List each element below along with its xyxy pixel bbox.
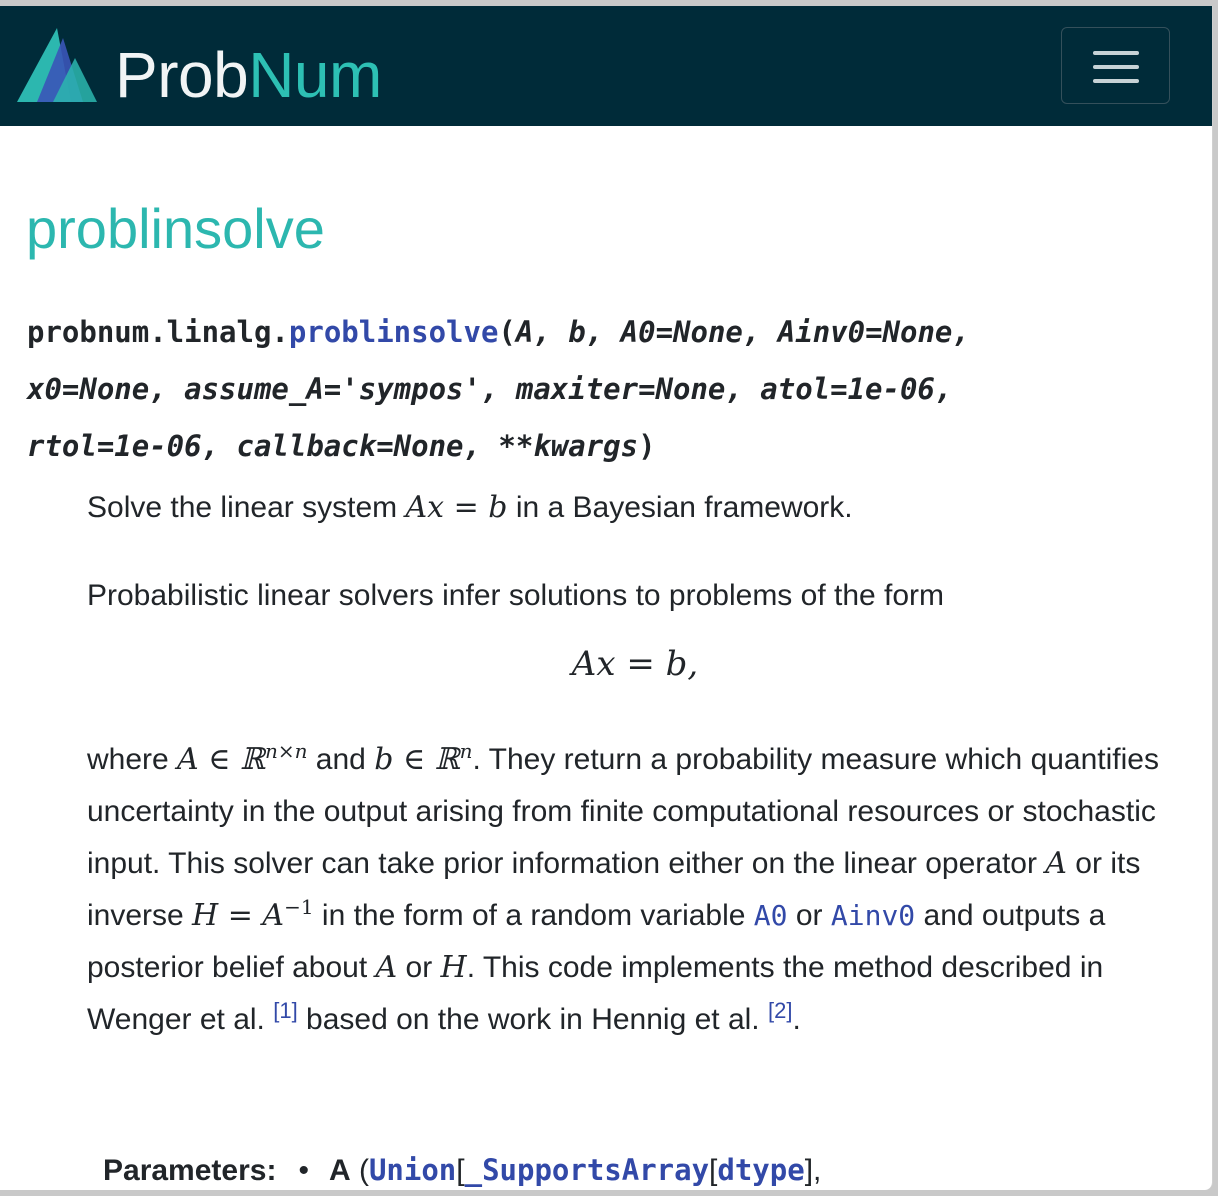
bracket: ], <box>804 1154 822 1187</box>
summary-text-end: in a Bayesian framework. <box>507 491 853 524</box>
bracket: [ <box>709 1154 718 1187</box>
citation-link-2[interactable]: [2] <box>767 998 793 1023</box>
type-link-supportsarray[interactable]: _SupportsArray <box>464 1153 710 1187</box>
math-inline: H = A <box>192 898 285 933</box>
math-inline: H <box>440 950 467 985</box>
param-open: ( <box>350 1154 369 1187</box>
type-link-union[interactable]: Union <box>368 1153 457 1187</box>
code-link-A0[interactable]: A0 <box>753 899 788 932</box>
top-navbar <box>0 6 1212 126</box>
param-name: A <box>328 1154 351 1187</box>
brand-prob: Prob <box>115 39 249 111</box>
text: where <box>87 743 178 776</box>
text: and outputs a posterior belief about <box>87 899 1106 984</box>
probnum-logo-icon[interactable] <box>17 28 97 102</box>
text: and <box>307 743 375 776</box>
sig-params-line3: rtol=1e-06, callback=None, **kwargs <box>27 429 639 463</box>
sig-open-paren: ( <box>498 315 516 349</box>
text: or <box>787 899 831 932</box>
math-inline: Ax = b <box>405 490 508 525</box>
sig-close-paren: ) <box>638 429 656 463</box>
description-paragraph <box>87 734 1177 1046</box>
sig-params-line1: A, b, A0=None, Ainv0=None, <box>515 315 970 349</box>
sig-params-line2: x0=None, assume_A='sympos', maxiter=None, atol=1e-06, <box>27 372 953 406</box>
equation-text: Ax = b, <box>571 644 699 684</box>
sig-function-name: problinsolve <box>288 315 499 349</box>
display-equation <box>0 644 1213 684</box>
text: in the form of a random variable <box>313 899 754 932</box>
brand-logo-text[interactable] <box>115 40 382 110</box>
intro-paragraph: Probabilistic linear solvers infer solutions to problems of the form <box>87 579 945 612</box>
citation-link-1[interactable]: [1] <box>273 998 298 1023</box>
sig-module: probnum.linalg. <box>27 315 289 349</box>
summary-text: Solve the linear system <box>87 491 406 524</box>
hamburger-menu-button[interactable] <box>1061 27 1170 104</box>
math-sup: n×n <box>264 739 308 763</box>
hamburger-bar <box>1093 65 1139 69</box>
math-sup: −1 <box>284 895 314 919</box>
math-inline: b ∈ ℝ <box>374 742 460 777</box>
bracket: [ <box>456 1154 465 1187</box>
code-link-Ainv0[interactable]: Ainv0 <box>830 899 916 932</box>
page-title: problinsolve <box>26 197 325 260</box>
bullet-icon: • <box>298 1154 309 1187</box>
brand-num: Num <box>248 39 382 111</box>
math-inline: A <box>1045 846 1067 881</box>
hamburger-bar <box>1093 79 1139 83</box>
parameters-label: Parameters: <box>103 1154 277 1187</box>
type-link-dtype[interactable]: dtype <box>717 1153 805 1187</box>
math-sup: n <box>459 739 473 763</box>
hamburger-menu-icon <box>1093 51 1139 55</box>
text: based on the work in Hennig et al. <box>297 1003 768 1036</box>
parameters-section <box>103 1146 1203 1190</box>
summary-paragraph <box>87 482 1177 534</box>
math-inline: A <box>375 950 398 985</box>
function-signature <box>27 304 1197 475</box>
text: . They return a probability measure which quantifies uncertainty in the output arising from finite computational resources or stochastic input. This solver can take prior information either on the linear operator <box>87 743 1159 880</box>
text: or its inverse <box>87 847 1141 932</box>
text: or <box>397 951 441 984</box>
text: . This code implements the method described in Wenger et al. <box>87 951 1104 1036</box>
document-page <box>0 6 1213 1190</box>
text: . <box>792 1003 801 1036</box>
math-inline: A ∈ ℝ <box>177 742 265 777</box>
